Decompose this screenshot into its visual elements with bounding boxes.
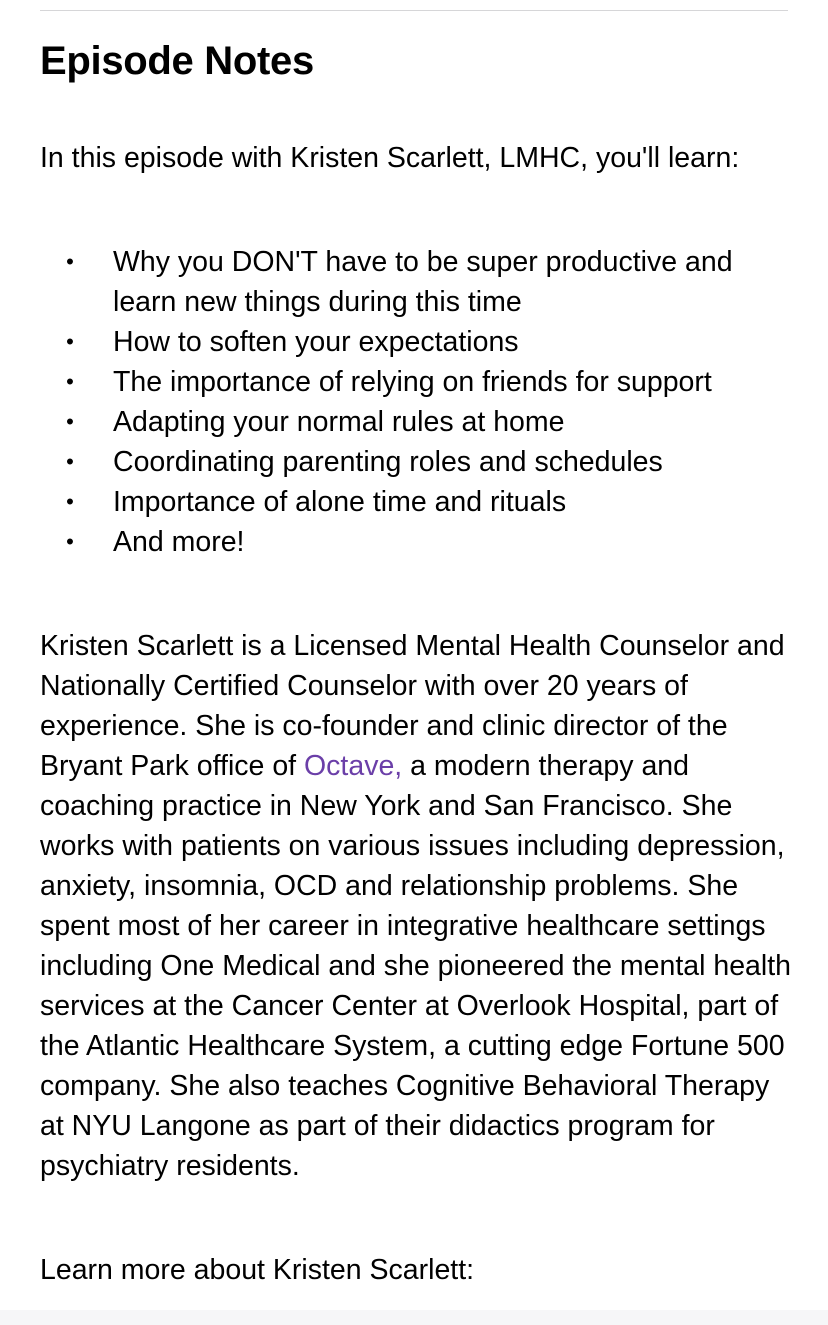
list-item-text: Coordinating parenting roles and schedules	[113, 446, 663, 478]
bio-text-start: Kristen Scarlett is a Licensed Mental Health Counselor and Nationally Certified Counselor with over 20 years of experience. She is co-founder and clinic director of the Bryant Park office of	[40, 630, 785, 782]
intro-text: In this episode with Kristen Scarlett, LMHC, you'll learn:	[40, 142, 740, 174]
bullet-list	[0, 242, 828, 562]
list-item-text: Why you DON'T have to be super productive and learn new things during this time	[113, 246, 733, 318]
octave-link[interactable]: Octave,	[304, 750, 403, 782]
list-item	[0, 402, 803, 442]
list-item-text: The importance of relying on friends for support	[113, 366, 712, 398]
bullet-icon: •	[66, 369, 74, 394]
bio-text-end: a modern therapy and coaching practice in New York and San Francisco. She works with patients on various issues including depression, anxiety, insomnia, OCD and relationship problems. She spent most of her career in integrative healthcare settings including One Medical and she pioneered the mental health services at the Cancer Center at Overlook Hospital, part of the Atlantic Healthcare System, a cutting edge Fortune 500 company. She also teaches Cognitive Behavioral Therapy at NYU Langone as part of their didactics program for psychiatry residents.	[40, 750, 792, 1182]
top-divider	[40, 10, 788, 11]
list-item-text: And more!	[113, 526, 245, 558]
list-item-text: Importance of alone time and rituals	[113, 486, 567, 518]
list-item-text: How to soften your expectations	[113, 326, 519, 358]
page-title: Episode Notes	[40, 39, 314, 83]
bullet-icon: •	[66, 489, 74, 514]
list-item	[0, 482, 803, 522]
bullet-icon: •	[66, 329, 74, 354]
learn-more-text: Learn more about Kristen Scarlett:	[40, 1254, 475, 1286]
list-item	[0, 362, 803, 402]
bullet-icon: •	[66, 529, 74, 554]
bullet-icon: •	[66, 409, 74, 434]
list-item	[0, 242, 803, 322]
guest-bio	[40, 626, 800, 1186]
list-item	[0, 522, 803, 562]
bullet-icon: •	[66, 249, 74, 274]
bullet-icon: •	[66, 449, 74, 474]
list-item-text: Adapting your normal rules at home	[113, 406, 565, 438]
list-item	[0, 442, 803, 482]
list-item	[0, 322, 803, 362]
bottom-strip	[0, 1310, 828, 1325]
